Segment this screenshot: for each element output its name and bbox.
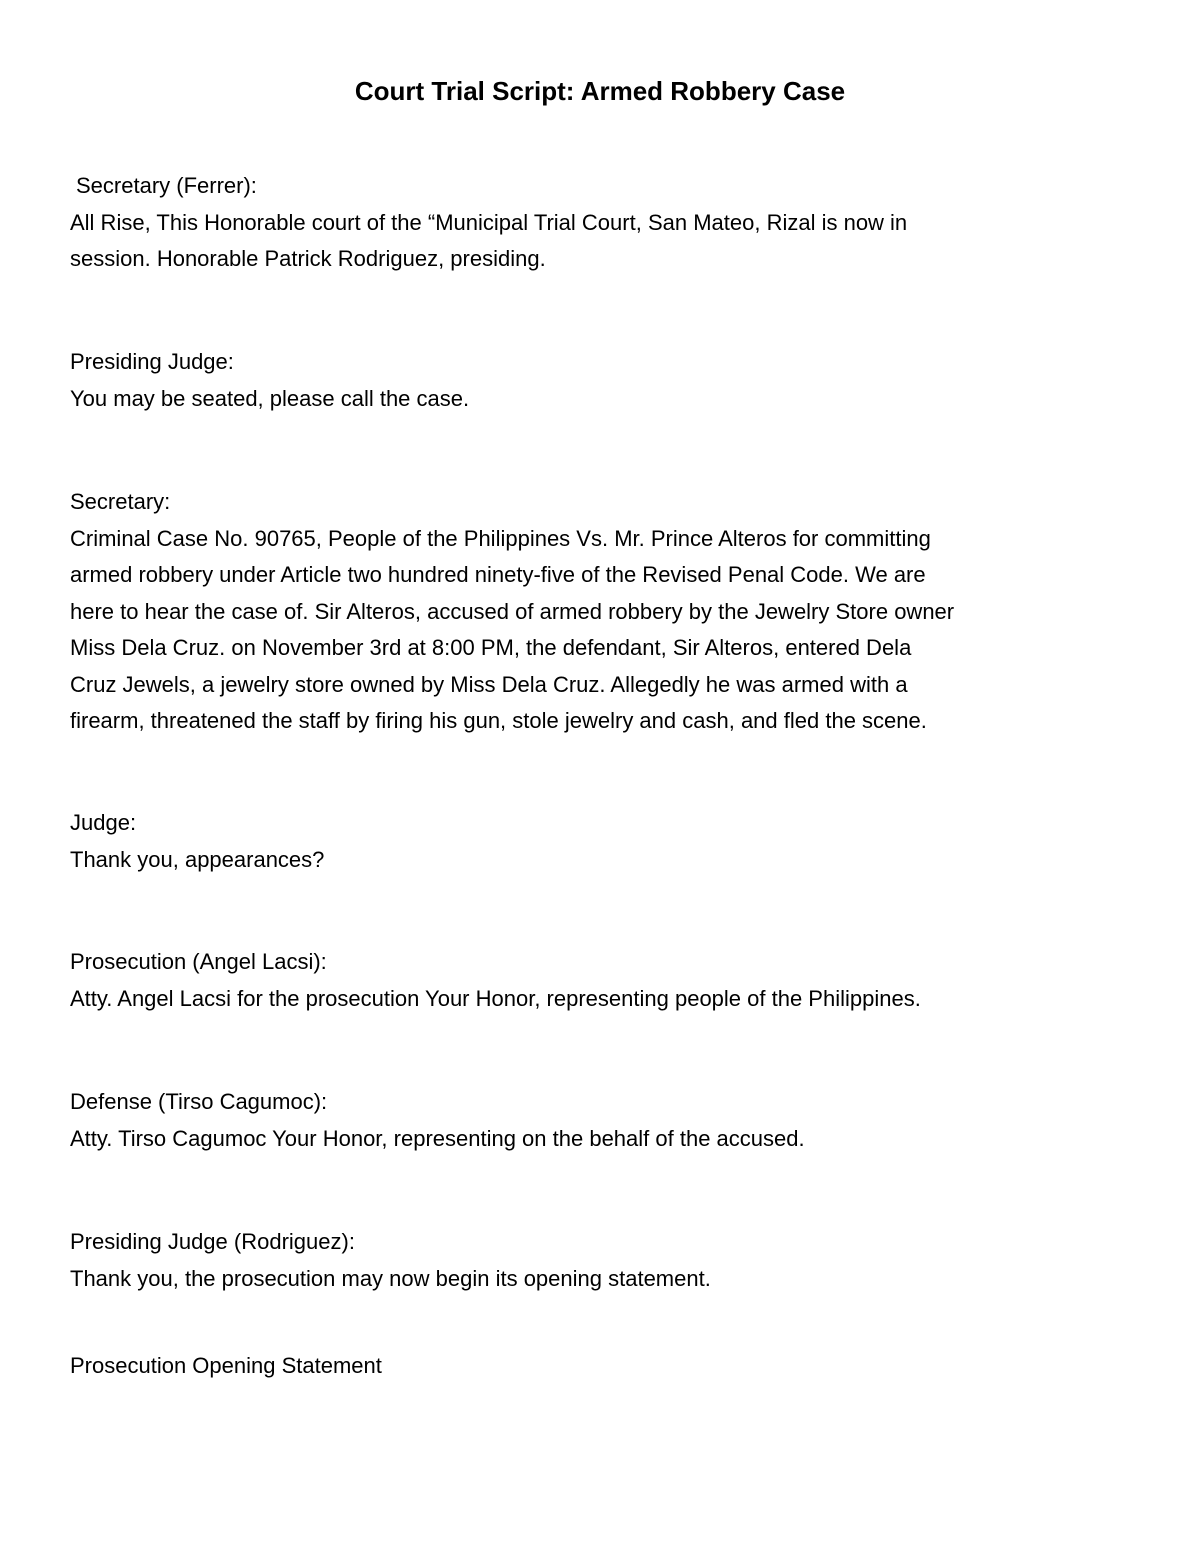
speaker-label: Prosecution (Angel Lacsi): <box>70 949 327 974</box>
speech-text <box>70 205 1140 278</box>
speech-line: firearm, threatened the staff by firing his gun, stole jewelry and cash, and fled the scene. <box>70 708 927 733</box>
dialogue-block-prosecution <box>70 944 1140 1017</box>
speech-text <box>70 1121 1140 1158</box>
speech-line: You may be seated, please call the case. <box>70 385 470 411</box>
speech-text <box>70 381 1140 418</box>
speaker-label: Secretary (Ferrer): <box>76 173 257 198</box>
speech-line: Atty. Tirso Cagumoc Your Honor, representing on the behalf of the accused. <box>70 1125 805 1151</box>
speech-line: Atty. Angel Lacsi for the prosecution Your Honor, representing people of the Philippines. <box>70 985 921 1011</box>
speaker-label: Presiding Judge (Rodriguez): <box>70 1229 355 1254</box>
dialogue-block-presiding-judge <box>70 344 1140 417</box>
section-heading-text: Prosecution Opening Statement <box>70 1353 382 1378</box>
speaker-label: Judge: <box>70 810 137 835</box>
speech-text <box>70 521 1140 740</box>
dialogue-block-defense <box>70 1084 1140 1157</box>
dialogue-block-judge <box>70 805 1140 878</box>
speaker-label: Secretary: <box>70 489 171 514</box>
document-title: Court Trial Script: Armed Robbery Case <box>354 76 846 106</box>
speech-line: Miss Dela Cruz. on November 3rd at 8:00 PM, the defendant, Sir Alteros, entered Dela <box>70 635 912 660</box>
speech-line: session. Honorable Patrick Rodriguez, presiding. <box>70 246 546 271</box>
dialogue-block-presiding-judge-rodriguez <box>70 1224 1140 1297</box>
speaker-label: Defense (Tirso Cagumoc): <box>70 1089 328 1114</box>
speech-text <box>70 842 1140 879</box>
speech-line: Criminal Case No. 90765, People of the Philippines Vs. Mr. Prince Alteros for committing <box>70 525 931 551</box>
speech-text <box>70 1261 1140 1298</box>
speech-line: Cruz Jewels, a jewelry store owned by Miss Dela Cruz. Allegedly he was armed with a <box>70 671 908 697</box>
section-heading-prosecution-opening <box>70 1348 1140 1385</box>
speech-line: Thank you, the prosecution may now begin its opening statement. <box>70 1265 711 1291</box>
speech-line: All Rise, This Honorable court of the “Municipal Trial Court, San Mateo, Rizal is now in <box>70 209 908 235</box>
dialogue-block-secretary-ferrer <box>70 168 1140 278</box>
speech-line: here to hear the case of. Sir Alteros, accused of armed robbery by the Jewelry Store owner <box>70 598 955 624</box>
speech-text <box>70 981 1140 1018</box>
speech-line: Thank you, appearances? <box>70 846 325 872</box>
dialogue-block-secretary <box>70 484 1140 740</box>
speech-line: armed robbery under Article two hundred ninety-five of the Revised Penal Code. We are <box>70 562 926 587</box>
speaker-label: Presiding Judge: <box>70 349 234 374</box>
